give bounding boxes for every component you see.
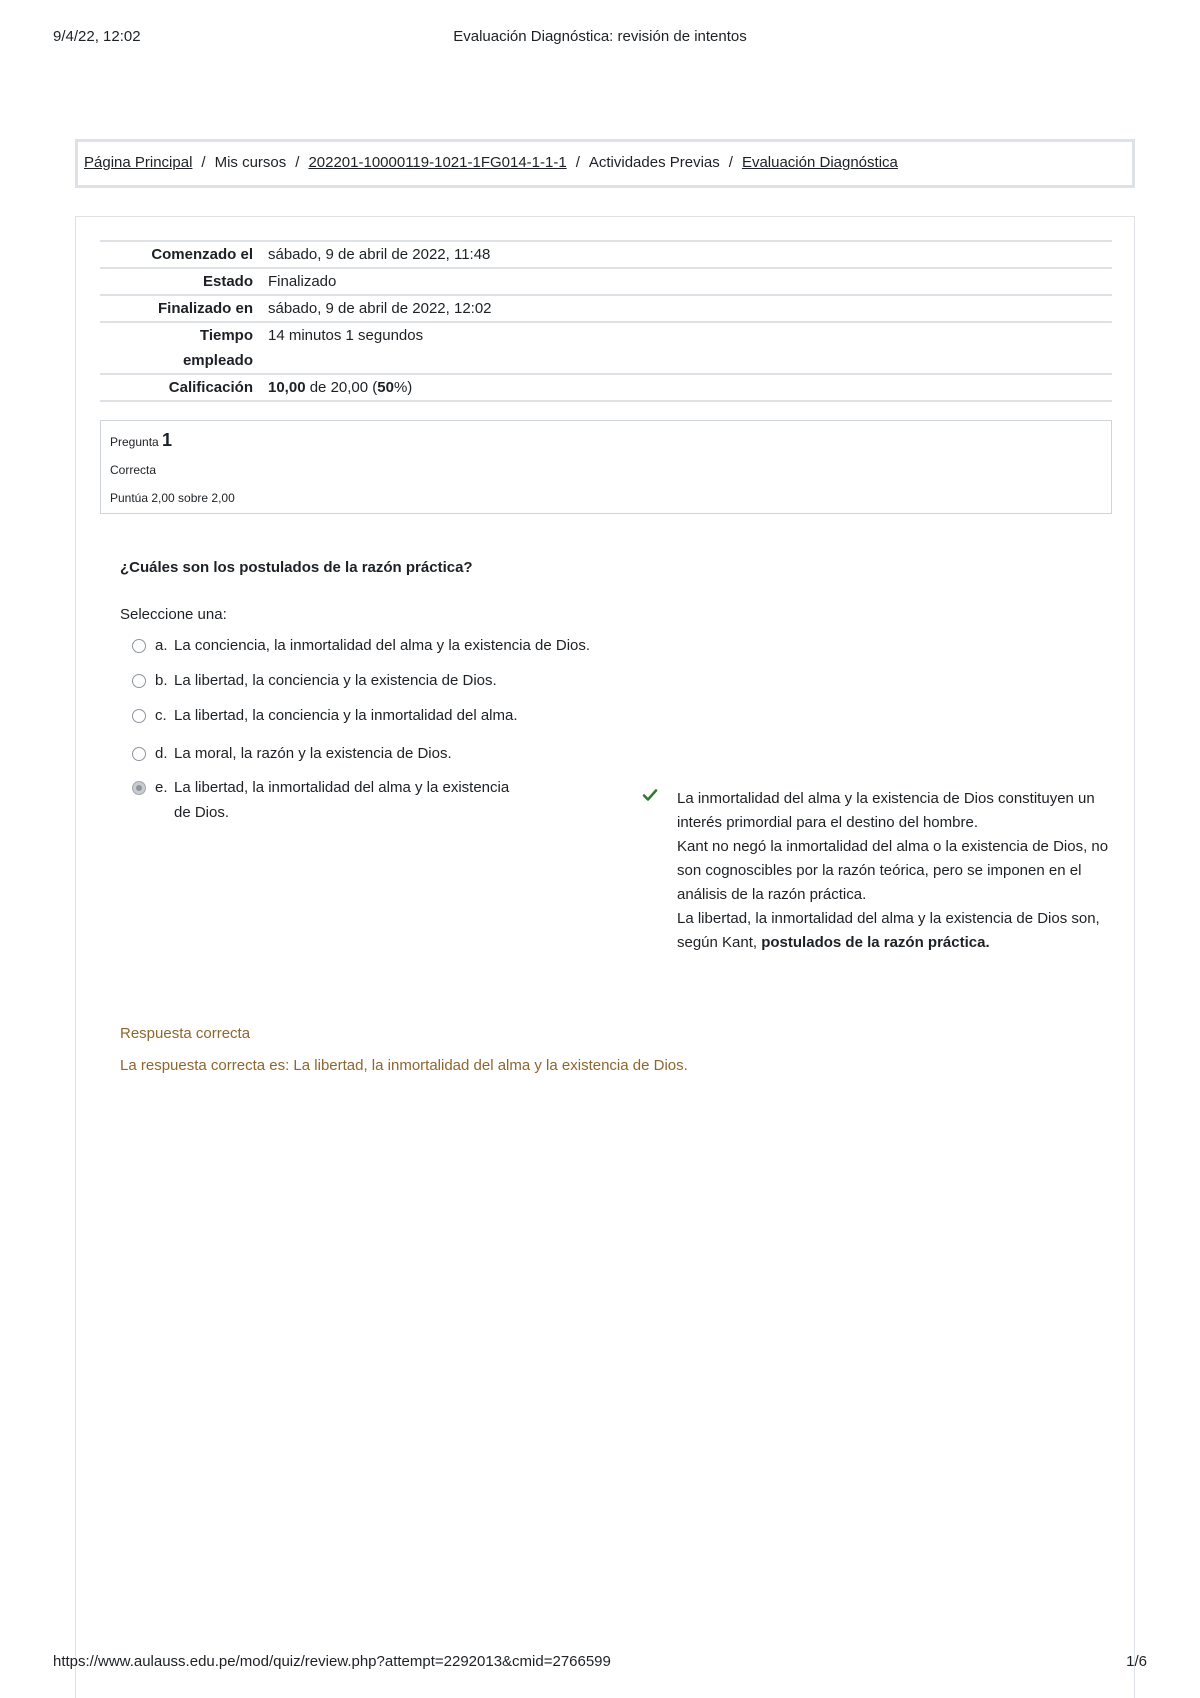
question-label: Pregunta	[110, 435, 159, 449]
print-header	[53, 28, 1147, 48]
feedback-plain: según Kant,	[677, 934, 762, 951]
radio-button[interactable]	[132, 747, 146, 761]
feedback-line: interés primordial para el destino del hombre.	[677, 814, 978, 831]
feedback-line: son cognoscibles por la razón teórica, pero se imponen en el	[677, 862, 1082, 879]
time-value: 14 minutos 1 segundos	[268, 327, 424, 344]
summary-row-state	[100, 269, 1112, 296]
breadcrumb-item-activities: Actividades Previas	[588, 154, 720, 171]
print-page-number: 1/6	[1126, 1653, 1147, 1670]
check-icon	[642, 787, 658, 803]
question-points: Puntúa 2,00 sobre 2,00	[110, 491, 235, 505]
option-text: La libertad, la conciencia y la existencia de Dios.	[174, 672, 497, 689]
state-label: Estado	[202, 273, 253, 290]
option-letter: e.	[155, 779, 168, 796]
breadcrumb-separator: /	[295, 154, 300, 171]
print-url: https://www.aulauss.edu.pe/mod/quiz/review.php?attempt=2292013&cmid=2766599	[53, 1653, 611, 1670]
option-letter: c.	[155, 707, 167, 724]
outcome-correct-answer: La respuesta correcta es: La libertad, la inmortalidad del alma y la existencia de Dios.	[120, 1057, 688, 1074]
grade-percent: 50	[377, 379, 394, 396]
feedback-line: La inmortalidad del alma y la existencia de Dios constituyen un	[677, 790, 1095, 807]
quiz-review-card	[75, 216, 1135, 1698]
finished-label: Finalizado en	[157, 300, 253, 317]
question-status: Correcta	[110, 463, 157, 477]
summary-row-grade	[100, 375, 1112, 402]
breadcrumb-item-home[interactable]: Página Principal	[84, 154, 193, 171]
option-text: La libertad, la conciencia y la inmortalidad del alma.	[174, 707, 518, 724]
outcome-title: Respuesta correcta	[120, 1025, 251, 1042]
question-text: ¿Cuáles son los postulados de la razón práctica?	[120, 559, 473, 576]
print-title: Evaluación Diagnóstica: revisión de intentos	[453, 28, 747, 45]
attempt-summary-table	[100, 240, 1112, 402]
option-letter: b.	[155, 672, 168, 689]
breadcrumb-separator: /	[728, 154, 733, 171]
option-text-line2: de Dios.	[174, 804, 230, 821]
breadcrumb-item-course[interactable]: 202201-10000119-1021-1FG014-1-1-1	[308, 154, 567, 171]
option-letter: d.	[155, 745, 168, 762]
grade-score: 10,00	[268, 379, 306, 396]
breadcrumb	[75, 139, 1135, 188]
summary-row-time	[100, 323, 1112, 375]
print-date: 9/4/22, 12:02	[53, 28, 141, 45]
feedback-bold: postulados de la razón práctica.	[761, 934, 990, 951]
started-value: sábado, 9 de abril de 2022, 11:48	[268, 246, 491, 263]
option-letter: a.	[155, 637, 168, 654]
answer-prompt: Seleccione una:	[120, 606, 227, 623]
started-label: Comenzado el	[151, 246, 253, 263]
time-label-line1: Tiempo	[199, 327, 253, 344]
grade-value	[253, 375, 412, 400]
feedback-line	[677, 931, 1147, 955]
answer-option-d[interactable]	[132, 741, 452, 766]
option-text: La conciencia, la inmortalidad del alma y la existencia de Dios.	[174, 637, 591, 654]
option-text-line1: La libertad, la inmortalidad del alma y la existencia	[174, 779, 510, 796]
breadcrumb-separator: /	[575, 154, 580, 171]
grade-label: Calificación	[168, 379, 253, 396]
answer-option-a[interactable]	[132, 633, 590, 658]
breadcrumb-separator: /	[201, 154, 206, 171]
print-footer	[53, 1653, 1147, 1673]
finished-value: sábado, 9 de abril de 2022, 12:02	[268, 300, 492, 317]
question-number-value: 1	[162, 430, 173, 450]
option-text: La moral, la razón y la existencia de Dios.	[174, 745, 452, 762]
grade-end: %)	[393, 379, 413, 396]
summary-row-started	[100, 242, 1112, 269]
answer-option-b[interactable]	[132, 668, 497, 693]
radio-button[interactable]	[132, 639, 146, 653]
answer-option-c[interactable]	[132, 703, 518, 728]
answer-option-e[interactable]	[132, 775, 509, 825]
summary-row-finished	[100, 296, 1112, 323]
state-value: Finalizado	[268, 273, 337, 290]
time-label-line2: empleado	[182, 352, 253, 369]
radio-button[interactable]	[132, 674, 146, 688]
question-info-box	[100, 420, 1112, 514]
feedback-line: Kant no negó la inmortalidad del alma o la existencia de Dios, no	[677, 838, 1109, 855]
time-label	[100, 323, 253, 373]
radio-button[interactable]	[132, 709, 146, 723]
grade-mid: de 20,00 (	[305, 379, 378, 396]
breadcrumb-item-my-courses: Mis cursos	[214, 154, 287, 171]
answer-feedback	[677, 787, 1147, 955]
breadcrumb-item-quiz[interactable]: Evaluación Diagnóstica	[741, 154, 898, 171]
feedback-line: La libertad, la inmortalidad del alma y la existencia de Dios son,	[677, 910, 1100, 927]
option-text	[174, 775, 509, 825]
radio-button-selected[interactable]	[132, 781, 146, 795]
feedback-line: análisis de la razón práctica.	[677, 886, 867, 903]
question-number	[110, 426, 1102, 456]
